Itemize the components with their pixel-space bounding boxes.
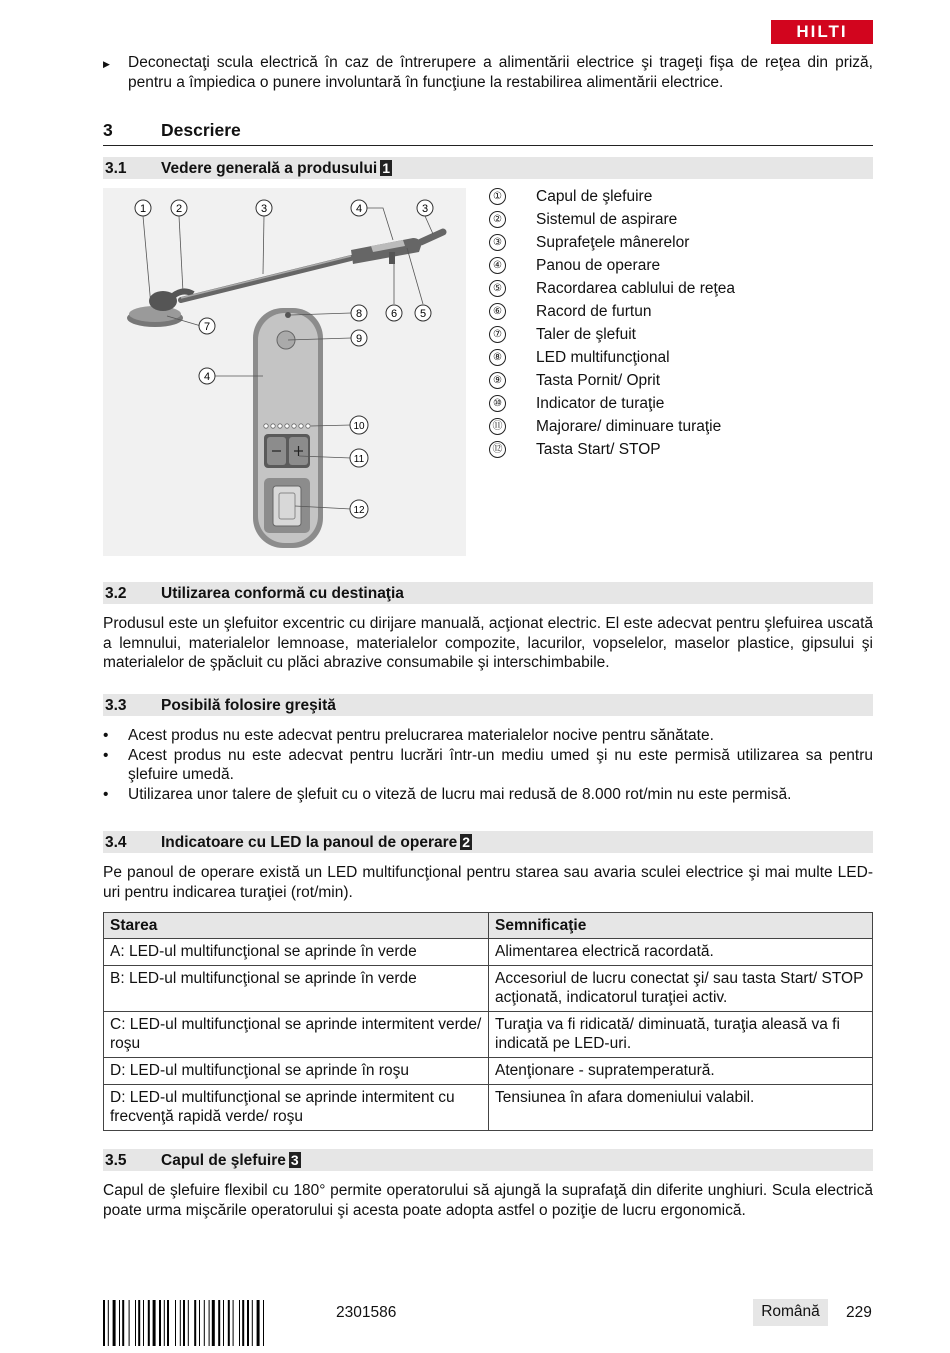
led-intro-text: Pe panoul de operare există un LED multifuncţional pentru starea sau avaria sculei electrice şi mai multe LED-uri pentru indicarea turaţiei (rot/min). xyxy=(103,864,873,901)
callout-2: 2 xyxy=(175,203,183,215)
legend-item xyxy=(489,210,869,233)
legend-number: ④ xyxy=(489,257,506,274)
subsection-number: 3.2 xyxy=(105,585,127,602)
callout-3: 3 xyxy=(260,203,268,215)
legend-number: ⑧ xyxy=(489,349,506,366)
table-cell: Atenţionare - supratemperatură. xyxy=(489,1058,873,1085)
product-overview-figure xyxy=(103,188,466,556)
subsection-heading-3-1 xyxy=(103,157,873,179)
bullet-icon: • xyxy=(103,727,109,744)
list-item xyxy=(103,726,873,746)
callout-7: 7 xyxy=(203,321,211,333)
led-status-table xyxy=(103,912,873,1131)
subsection-title-text: Capul de şlefuire xyxy=(161,1152,286,1169)
legend-number: ⑦ xyxy=(489,326,506,343)
subsection-number: 3.5 xyxy=(105,1152,127,1169)
section-title: Descriere xyxy=(161,120,241,140)
callout-11: 11 xyxy=(353,454,365,465)
intro-text: Deconectaţi scula electrică în caz de întrerupere a alimentării electrice şi trageţi fişa de reţea din priză, pentru a împiedica o punere involuntară în funcţiune la restabilirea alimentării electrice. xyxy=(128,54,873,91)
legend-label: Taler de şlefuit xyxy=(536,326,636,343)
subsection-number: 3.4 xyxy=(105,834,127,851)
callout-4: 4 xyxy=(355,203,363,215)
table-cell: B: LED-ul multifuncţional se aprinde în verde xyxy=(104,966,489,1012)
misuse-list xyxy=(103,726,873,804)
table-row xyxy=(104,939,873,966)
table-cell: D: LED-ul multifuncţional se aprinde în roşu xyxy=(104,1058,489,1085)
table-cell: Alimentarea electrică racordată. xyxy=(489,939,873,966)
arrow-bullet-icon: ▶ xyxy=(103,59,110,69)
table-cell: A: LED-ul multifuncţional se aprinde în verde xyxy=(104,939,489,966)
legend-item xyxy=(489,348,869,371)
callout-5: 5 xyxy=(419,308,427,320)
table-cell: Turaţia va fi ridicată/ diminuată, turaţia aleasă va fi indicată pe LED-uri. xyxy=(489,1012,873,1058)
legend-item xyxy=(489,325,869,348)
legend-number: ⑪ xyxy=(489,418,506,435)
barcode-image xyxy=(103,1300,323,1346)
legend-item xyxy=(489,394,869,417)
document-code: 2301586 xyxy=(336,1304,397,1321)
legend-label: Tasta Start/ STOP xyxy=(536,441,661,458)
table-row xyxy=(104,1012,873,1058)
subsection-title: Posibilă folosire greşită xyxy=(161,697,336,714)
section-number: 3 xyxy=(103,120,113,140)
table-row xyxy=(104,1058,873,1085)
table-header-row xyxy=(104,913,873,939)
legend-number: ⑫ xyxy=(489,441,506,458)
legend-number: ⑥ xyxy=(489,303,506,320)
legend-item xyxy=(489,279,869,302)
bullet-icon: • xyxy=(103,746,109,764)
table-cell: Accesoriul de lucru conectat şi/ sau tasta Start/ STOP acţionată, indicatorul turaţiei activ. xyxy=(489,966,873,1012)
subsection-title: Utilizarea conformă cu destinaţia xyxy=(161,585,404,602)
legend-label: Racord de furtun xyxy=(536,303,652,320)
intended-use-text: Produsul este un şlefuitor excentric cu dirijare manuală, acţionat electric. El este adecvat pentru şlefuirea uscată a lemnului, materialelor lemnoase, materialelor compozite, lacurilor, vopselelor, maselor plastice, gipsului şi materialelor de şpăcluit cu plăci abrazive consumabile şi interschimbabile. xyxy=(103,615,873,671)
callout-12: 12 xyxy=(353,505,365,516)
figure-reference: 1 xyxy=(382,160,391,176)
column-header-state: Starea xyxy=(104,913,489,939)
subsection-heading-3-3 xyxy=(103,694,873,716)
figure-reference: 2 xyxy=(462,834,471,850)
legend-number: ⑤ xyxy=(489,280,506,297)
bullet-icon: • xyxy=(103,785,109,803)
page-number: 229 xyxy=(846,1304,872,1321)
legend-label: Tasta Pornit/ Oprit xyxy=(536,372,661,389)
figure-legend xyxy=(489,187,869,463)
legend-label: Sistemul de aspirare xyxy=(536,211,678,228)
table-row xyxy=(104,1085,873,1131)
legend-label: Panou de operare xyxy=(536,257,661,274)
table-cell: D: LED-ul multifuncţional se aprinde intermitent cu frecvenţă rapidă verde/ roşu xyxy=(104,1085,489,1131)
legend-item xyxy=(489,417,869,440)
callout-4b: 4 xyxy=(203,371,211,383)
callout-1: 1 xyxy=(139,203,147,215)
legend-label: Indicator de turaţie xyxy=(536,395,665,412)
legend-number: ⑩ xyxy=(489,395,506,412)
subsection-title xyxy=(161,159,392,179)
callout-10: 10 xyxy=(353,421,365,432)
legend-number: ① xyxy=(489,188,506,205)
multifunction-led-shape xyxy=(285,312,291,318)
legend-item xyxy=(489,440,869,463)
legend-label: LED multifuncţional xyxy=(536,349,670,366)
subsection-heading-3-2 xyxy=(103,582,873,604)
hilti-logo: HILTI xyxy=(771,20,873,44)
legend-label: Capul de şlefuire xyxy=(536,188,653,205)
hose-connector-shape xyxy=(389,252,395,264)
callout-6: 6 xyxy=(390,308,398,320)
legend-label: Suprafeţele mânerelor xyxy=(536,234,690,251)
list-item-text: Acest produs nu este adecvat pentru lucrări într-un mediu umed şi nu este permisă utilizarea sa pentru şlefuire umedă. xyxy=(128,746,873,783)
intro-instruction xyxy=(103,53,873,92)
language-label: Română xyxy=(753,1299,828,1326)
list-item xyxy=(103,785,873,805)
subsection-number: 3.3 xyxy=(105,697,127,714)
subsection-number: 3.1 xyxy=(105,160,127,177)
list-item xyxy=(103,746,873,785)
legend-number: ② xyxy=(489,211,506,228)
table-cell: Tensiunea în afara domeniului valabil. xyxy=(489,1085,873,1131)
legend-item xyxy=(489,233,869,256)
figure-reference: 3 xyxy=(290,1152,299,1168)
column-header-meaning: Semnificaţie xyxy=(489,913,873,939)
legend-item xyxy=(489,187,869,210)
callout-8: 8 xyxy=(355,308,363,320)
subsection-heading-3-5 xyxy=(103,1149,873,1171)
legend-number: ③ xyxy=(489,234,506,251)
list-item-text: Utilizarea unor talere de şlefuit cu o viteză de lucru mai redusă de 8.000 rot/min nu este permisă. xyxy=(128,785,792,803)
legend-item xyxy=(489,371,869,394)
subsection-title xyxy=(161,1151,301,1171)
callout-9: 9 xyxy=(355,333,363,345)
table-row xyxy=(104,966,873,1012)
subsection-title-text: Indicatoare cu LED la panoul de operare xyxy=(161,834,458,851)
subsection-title xyxy=(161,833,472,853)
section-heading-3 xyxy=(103,120,873,146)
legend-item xyxy=(489,302,869,325)
legend-label: Majorare/ diminuare turaţie xyxy=(536,418,722,435)
list-item-text: Acest produs nu este adecvat pentru prelucrarea materialelor nocive pentru sănătate. xyxy=(128,727,714,744)
subsection-title-text: Vedere generală a produsului xyxy=(161,160,378,177)
table-cell: C: LED-ul multifuncţional se aprinde intermitent verde/ roşu xyxy=(104,1012,489,1058)
sanding-head-text: Capul de şlefuire flexibil cu 180° permite operatorului să ajungă la suprafaţă din diferite unghiuri. Scula electrică poate urma mişcările operatorului şi acesta poate adopta astfel o poziţie de lucru ergonomică. xyxy=(103,1182,873,1219)
legend-item xyxy=(489,256,869,279)
legend-label: Racordarea cablului de reţea xyxy=(536,280,736,297)
legend-number: ⑨ xyxy=(489,372,506,389)
subsection-heading-3-4 xyxy=(103,831,873,853)
callout-3b: 3 xyxy=(421,203,429,215)
